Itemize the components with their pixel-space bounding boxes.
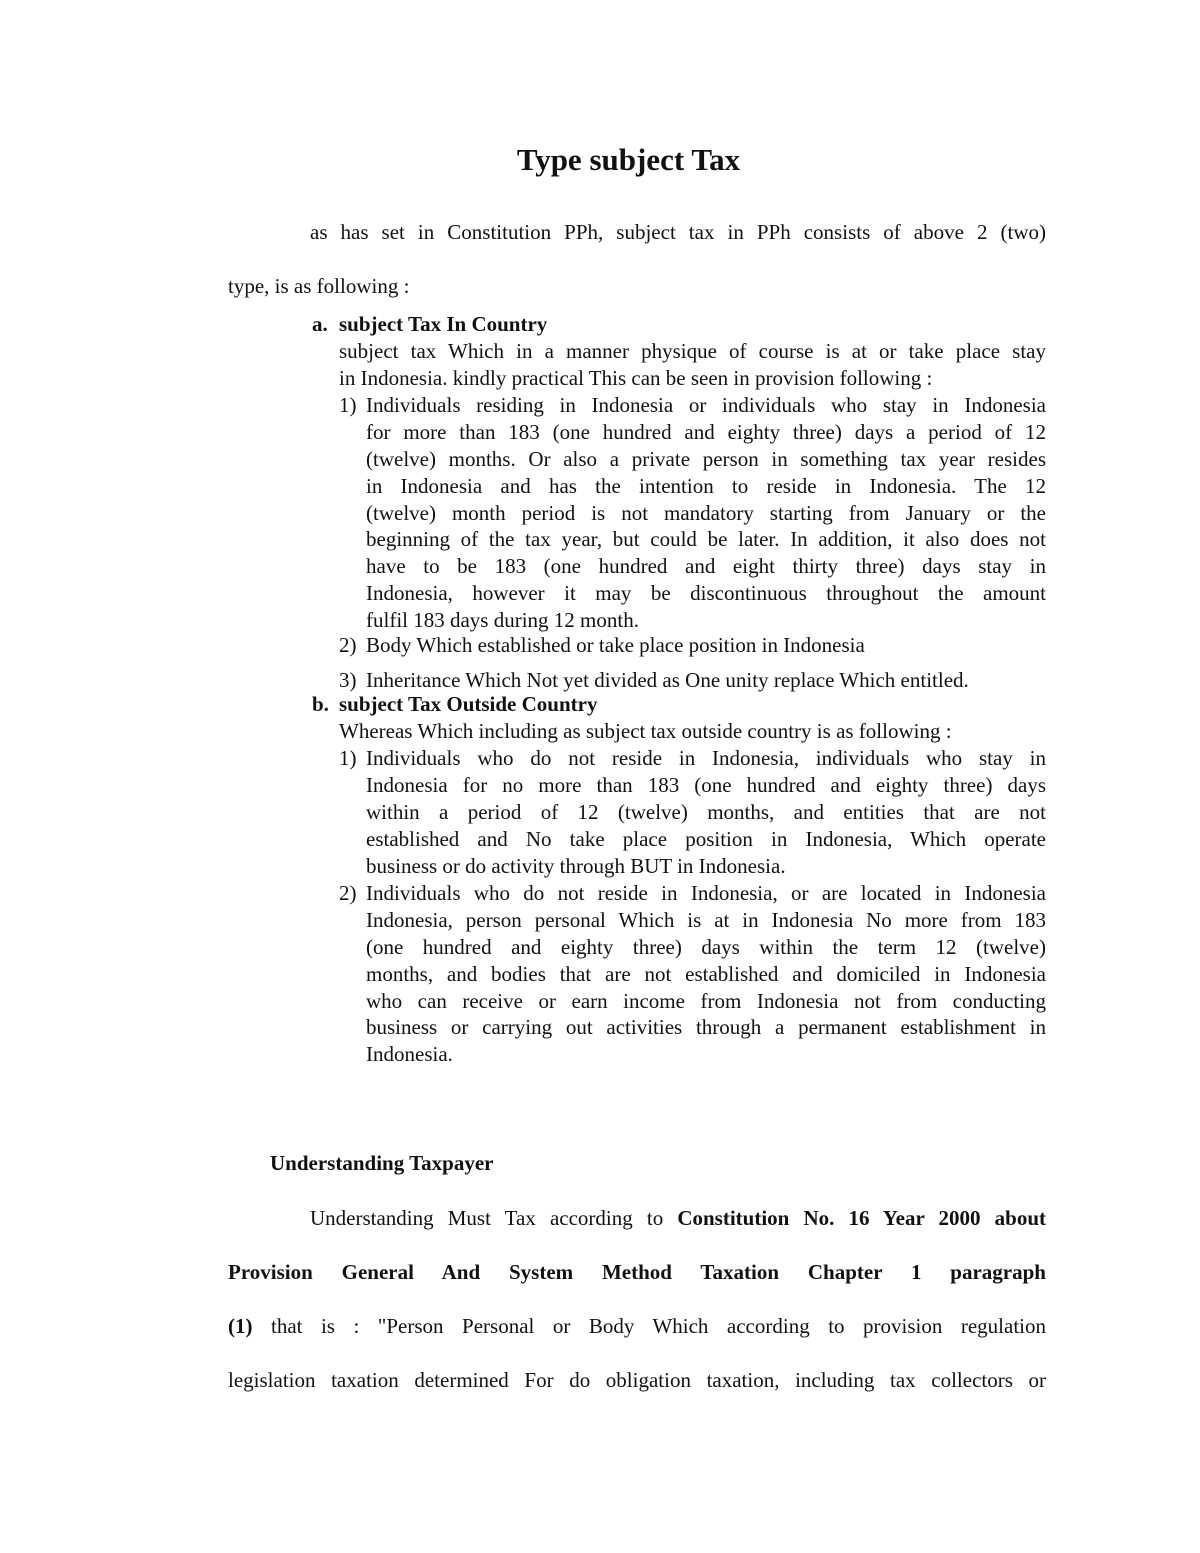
section-b-marker: b. (312, 692, 329, 716)
intro-line: as has set in Constitution PPh, subject tax in PPh consists of above 2 (two) (310, 220, 1046, 244)
section-a-description (339, 338, 1046, 392)
list-item-text: Inheritance Which Not yet divided as One unity replace Which entitled. (366, 668, 969, 692)
intro-line: type, is as following : (228, 274, 410, 298)
section-b-heading: subject Tax Outside Country (339, 692, 598, 716)
text-line: established and No take place position in Indonesia, Which operate (366, 826, 1046, 851)
text-line: (one hundred and eighty three) days within the term 12 (twelve) (366, 934, 1046, 959)
text-line: (twelve) month period is not mandatory starting from January or the (366, 500, 1046, 525)
section-a-heading: subject Tax In Country (339, 312, 548, 336)
list-item-text (366, 880, 1046, 1068)
text-line: for more than 183 (one hundred and eighty three) days a period of 12 (366, 419, 1046, 444)
text-line: months, and bodies that are not established and domiciled in Indonesia (366, 961, 1046, 986)
text-line: Indonesia. (366, 1042, 453, 1067)
text-line: within a period of 12 (twelve) months, and entities that are not (366, 799, 1046, 824)
text-bold: (1) (228, 1314, 253, 1338)
text-line: Indonesia, however it may be discontinuous throughout the amount (366, 581, 1046, 606)
text-line (228, 1191, 1046, 1245)
list-number: 2) (339, 633, 357, 657)
list-item-text: Body Which established or take place position in Indonesia (366, 633, 865, 657)
text-line: business or carrying out activities through a permanent establishment in (366, 1015, 1046, 1040)
list-number: 3) (339, 668, 357, 692)
intro-paragraph (228, 205, 1046, 313)
text-line: beginning of the tax year, but could be later. In addition, it also does not (366, 527, 1046, 552)
text-line: Individuals who do not reside in Indonesia, individuals who stay in (366, 746, 1046, 770)
text-line: in Indonesia and has the intention to reside in Indonesia. The 12 (366, 473, 1046, 498)
section-b-description: Whereas Which including as subject tax outside country is as following : (339, 719, 952, 743)
text-line: subject tax Which in a manner physique of course is at or take place stay (339, 339, 1046, 363)
text-plain: Understanding Must Tax according to (310, 1206, 678, 1230)
list-number: 1) (339, 393, 357, 417)
list-number: 1) (339, 746, 357, 770)
list-item-text (366, 745, 1046, 879)
text-line: Indonesia for no more than 183 (one hundred and eighty three) days (366, 772, 1046, 797)
understanding-paragraph (228, 1191, 1046, 1407)
page-title: Type subject Tax (516, 142, 741, 177)
list-number: 2) (339, 881, 357, 905)
section-heading: Understanding Taxpayer (270, 1151, 494, 1175)
text-line: Indonesia, person personal Which is at in Indonesia No more from 183 (366, 907, 1046, 932)
text-line: (twelve) months. Or also a private person in something tax year resides (366, 446, 1046, 471)
text-line: fulfil 183 days during 12 month. (366, 608, 639, 633)
text-line (228, 1299, 1046, 1353)
text-plain: that is : "Person Personal or Body Which according to provision regulation (252, 1314, 1046, 1338)
text-line: Individuals who do not reside in Indonesia, or are located in Indonesia (366, 881, 1046, 905)
section-a-marker: a. (312, 312, 328, 336)
text-line: in Indonesia. kindly practical This can be seen in provision following : (339, 365, 933, 390)
text-line: have to be 183 (one hundred and eight thirty three) days stay in (366, 554, 1046, 579)
text-line: Provision General And System Method Taxation Chapter 1 paragraph (228, 1260, 1046, 1284)
text-bold: Constitution No. 16 Year 2000 about (677, 1206, 1046, 1230)
text-line: business or do activity through BUT in Indonesia. (366, 853, 786, 878)
text-line: Individuals residing in Indonesia or individuals who stay in Indonesia (366, 393, 1046, 417)
list-item-text (366, 392, 1046, 634)
text-line: legislation taxation determined For do obligation taxation, including tax collectors or (228, 1368, 1046, 1392)
text-line: who can receive or earn income from Indonesia not from conducting (366, 988, 1046, 1013)
